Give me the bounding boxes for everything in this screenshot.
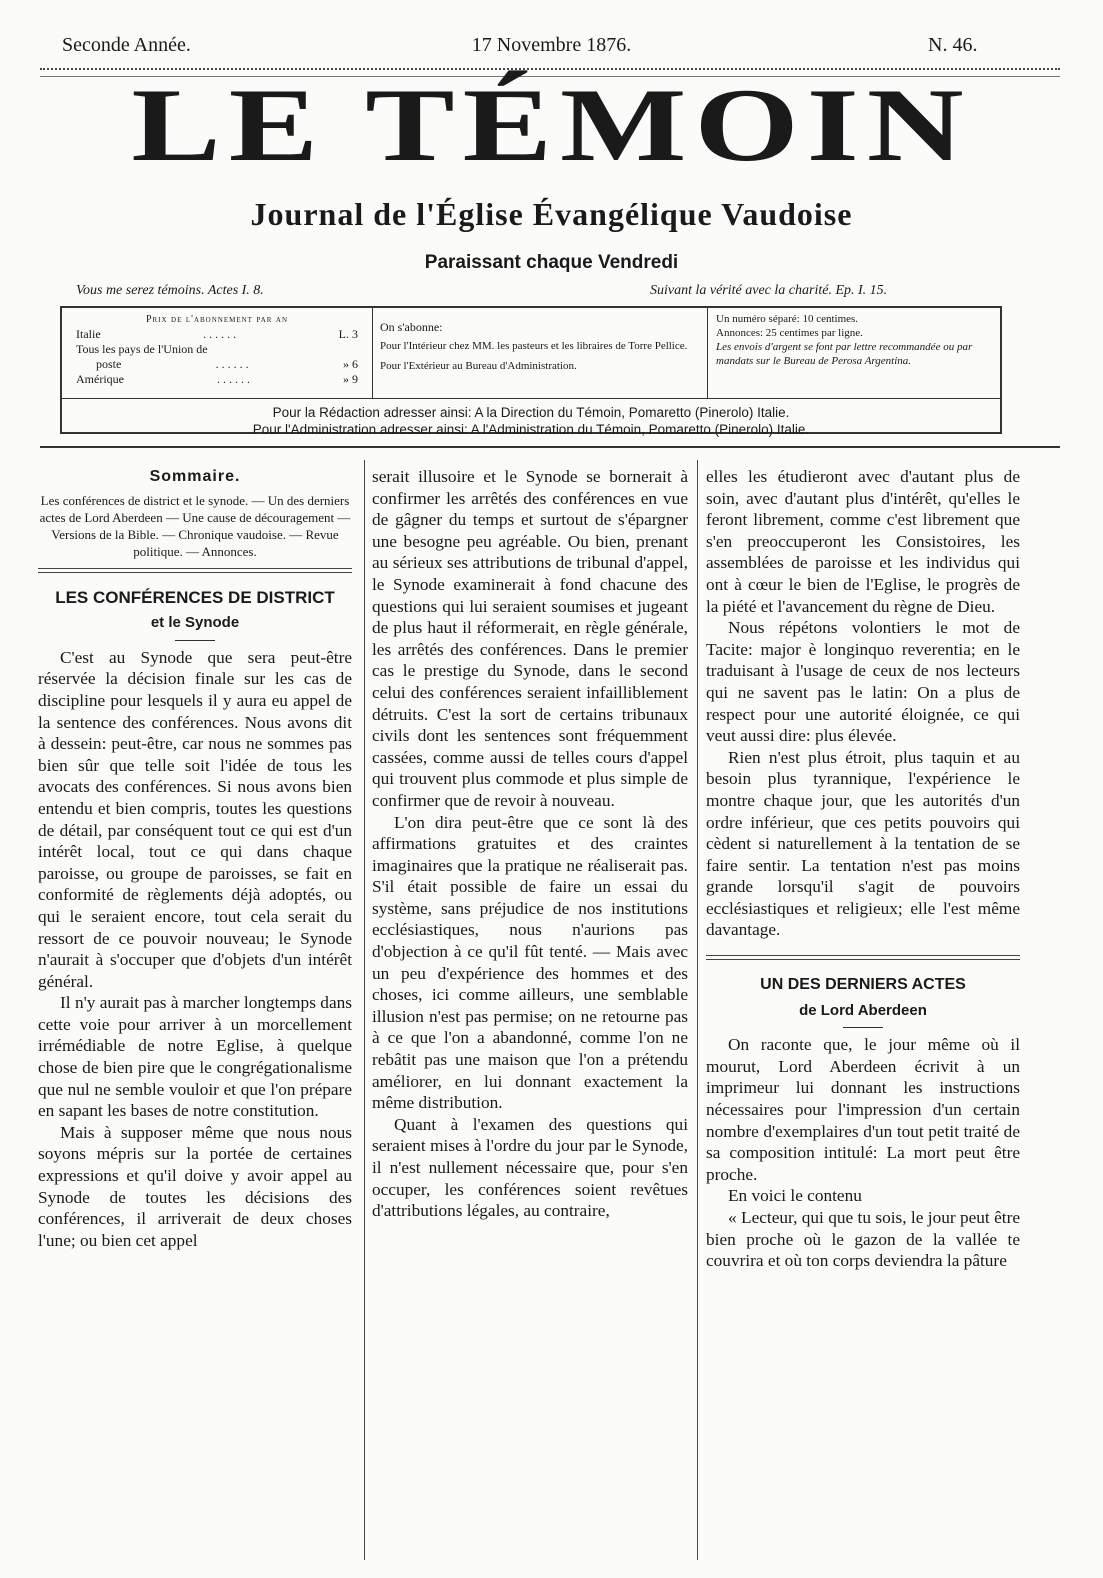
subscription-box — [60, 306, 1002, 437]
newspaper-title: LE TÉMOIN — [131, 67, 972, 183]
column-2 — [372, 466, 688, 1222]
column-divider — [697, 460, 698, 1560]
sommaire-heading: Sommaire. — [149, 468, 241, 485]
sommaire-items: Les conférences de district et le synode. — Un des derniers actes de Lord Aberdeen — Une cause de découragement — Versions de la Bible. — Chronique vaudoise. — Revue politique. — Annonces. — [39, 492, 351, 559]
box-divider-horizontal — [62, 398, 1000, 399]
paragraph: Mais à supposer même que nous nous soyons mépris sur la portée de certaines expressions et qu'il doive y avoir appel au Synode de toutes les décisions des conférences, il arriverait de deux choses l'une; ou bien cet appel — [38, 1122, 352, 1250]
box-divider — [372, 308, 373, 398]
subscribe-info — [380, 320, 702, 410]
heading-rule — [843, 1027, 883, 1028]
subscribe-interior: Pour l'Intérieur chez MM. les pasteurs et les libraires de Torre Pellice. — [380, 340, 688, 352]
article-2-heading: UN DES DERNIERS ACTES — [760, 976, 966, 994]
column-1 — [38, 466, 352, 1251]
subscribe-title: On s'abonne: — [380, 320, 443, 334]
box-divider — [707, 308, 708, 398]
paragraph: C'est au Synode que sera peut-être réservée la décision finale sur les cas de discipline pour lesquels il y aura eu appel de la sentence des conférences. Nous avons dit à dessein: peut-être, car nous ne sommes pas bien sûr que telle soit l'idée de tous les avocats des conférences. Si nous avons bien entendu et bien compris, toutes les questions de détail, par conséquent tout ce qui est d'un intérêt local, tout ce qui dans chaque paroisse, ou groupe de paroisses, se fait en conformité de règlements déjà adoptés, ou qui le seraient encore, tout cela serait du ressort de ce pouvoir nouveau; le Synode n'aurait à s'occuper que d'objets d'un intérêt général. — [38, 647, 352, 991]
newspaper-subtitle: Journal de l'Église Évangélique Vaudoise — [250, 196, 853, 232]
motto-left: Vous me serez témoins. Actes I. 8. — [76, 283, 264, 298]
administration-address: Pour l'Administration adresser ainsi: A l'Administration du Témoin, Pomaretto (Pinerolo) Italie. — [252, 422, 810, 437]
ad-price: Annonces: 25 centimes par ligne. — [716, 327, 863, 339]
money-transfer-note: Les envois d'argent se font par lettre recommandée ou par mandats sur le Bureau de Perosa Argentina. — [716, 341, 973, 367]
section-rule — [38, 568, 352, 573]
price-row: Italie . . . . . . L. 3 — [76, 327, 358, 341]
masthead-year: Seconde Année. — [62, 34, 191, 56]
publication-frequency: Paraissant chaque Vendredi — [424, 252, 679, 273]
paragraph: serait illusoire et le Synode se bornerait à confirmer les arrêtés des conférences en vue de gâgner du temps et surtout de s'épargner une besogne peu agréable. Ou bien, prenant au sérieux ses attributions de tribunal d'appel, le Synode examinerait à fond chacune des questions qui lui seraient soumises et jugeant de plus haut il réformerait, en règle générale, les arrêtés des conférences. Dans le premier cas le prestige du Synode, dans le second celui des conférences seraient infailliblement détruits. C'est la sort de certains tribunaux civils dont les sentences sont fréquemment cassées, comme aussi de telles cours d'appel qui trouvent plus commode et plus simple de confirmer que de revoir à nouveau. — [372, 467, 688, 810]
subscribe-exterior: Pour l'Extérieur au Bureau d'Administration. — [380, 360, 577, 372]
price-info — [716, 312, 994, 402]
paragraph: On raconte que, le jour même où il mourut, Lord Aberdeen écrivit à un imprimeur lui donnant les instructions nécessaires pour l'impression d'un certain nombre d'exemplaires d'un tout petit traité de sa composition intitulé: La mort peut être proche. — [706, 1035, 1020, 1184]
paragraph: L'on dira peut-être que ce sont là des affirmations gratuites et des craintes imaginaires que la pratique ne réaliserait pas. S'il était possible de faire un essai du système, sans préjudice de nos institutions ecclésiastiques, nous n'aurions pas d'objection à ce qu'il fût tenté. — Mais avec un peu d'expérience des hommes et des choses, ici comme ailleurs, une semblable illusion n'est pas permise; on ne retourne pas à ce que l'on a abandonné, comme l'on ne rebâtit pas une maison que l'on a prétendu améliorer, en lui donnant exactement la même distribution. — [372, 812, 688, 1113]
paragraph: Il n'y aurait pas à marcher longtemps dans cette voie pour arriver à un morcellement irrémédiable de notre Eglise, à quelque chose de bien pire que le congrégationalisme que nul ne semble vouloir et que l'on prépare en sapant les bases de notre constitution. — [38, 993, 352, 1121]
heading-rule — [175, 640, 215, 641]
article-1-subheading: et le Synode — [150, 614, 240, 632]
motto-right: Suivant la vérité avec la charité. Ep. I. 15. — [650, 283, 888, 298]
single-issue-price: Un numéro séparé: 10 centimes. — [716, 313, 859, 325]
masthead-date: 17 Novembre 1876. — [471, 34, 632, 56]
price-row: Amérique . . . . . . » 9 — [76, 372, 358, 386]
address-block — [62, 404, 1000, 438]
paragraph: elles les étudieront avec d'autant plus de soin, avec d'autant plus d'intérêt, qu'elles le feront librement, comme c'est librement que s'en preoccuperont les Consistoires, les assemblées de paroisse et les individus qui ont à cœur le bien de l'Eglise, le progrès de la piété et l'avancement du règne de Dieu. — [706, 467, 1020, 616]
price-table-header: Prix de l'abonnement par an — [145, 314, 289, 325]
paragraph: Quant à l'examen des questions qui seraient mises à l'ordre du jour par le Synode, il n'est nullement nécessaire que, pour s'en occuper, les conférences soient revêtues d'attributions légales, au contraire, — [372, 1114, 688, 1221]
price-row: poste . . . . . . » 6 — [96, 357, 358, 371]
column-3 — [706, 466, 1020, 1272]
article-1-heading: LES CONFÉRENCES DE DISTRICT — [55, 587, 335, 607]
paragraph: Rien n'est plus étroit, plus taquin et au besoin plus tyrannique, l'expérience le montre chaque jour, que les autorités d'un ordre inférieur, que ces petits pouvoirs qui cèdent si naturellement à la tentation de se faire sentir. La tentation n'est pas moins grande lorsqu'il s'agit de pouvoirs ecclésiastiques et religieux; elle l'est même davantage. — [706, 747, 1020, 940]
column-divider — [364, 460, 365, 1560]
article-2-subheading: de Lord Aberdeen — [799, 1001, 927, 1019]
header-rule — [40, 446, 1060, 448]
paragraph: « Lecteur, qui que tu sois, le jour peut être bien proche où le gazon de la vallée te couvrira et où ton corps deviendra la pâture — [706, 1208, 1020, 1271]
paragraph: En voici le contenu — [728, 1186, 862, 1206]
section-rule — [706, 955, 1020, 960]
paragraph: Nous répétons volontiers le mot de Tacite: major è longinquo reverentia; en le traduisant à l'usage de ceux de nos lecteurs qui ne savent pas le latin: On a plus de respect pour une autorité éloignée, ce qui veut aussi dire: plus élevée. — [706, 618, 1020, 746]
price-table — [76, 312, 358, 402]
price-row: Tous les pays de l'Union de — [76, 342, 208, 356]
redaction-address: Pour la Rédaction adresser ainsi: A la Direction du Témoin, Pomaretto (Pinerolo) Italie. — [272, 405, 790, 420]
masthead-number: N. 46. — [928, 34, 978, 56]
